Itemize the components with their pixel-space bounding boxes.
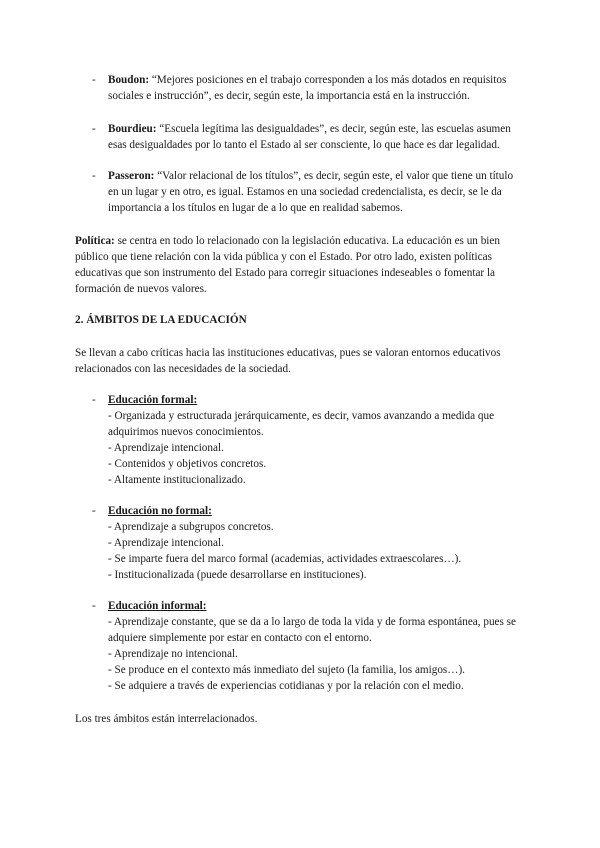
ambito-no-formal	[92, 503, 522, 583]
intro-paragraph: Se llevan a cabo críticas hacia las instituciones educativas, pues se valoran entornos educativos relacionados con las necesidades de la sociedad.	[75, 347, 501, 375]
list-item-bourdieu	[92, 121, 522, 153]
list-dash: -	[92, 74, 96, 86]
ambito-formal	[92, 392, 522, 488]
author-name: Boudon:	[108, 74, 150, 86]
author-description: “Escuela legítima las desigualdades”, es decir, según este, las escuelas asumen esas desigualdades por lo tanto el Estado al ser consciente, lo que hace es dar legalidad.	[108, 123, 511, 151]
ambito-item: - Se produce en el contexto más inmediato del sujeto (la familia, los amigos…).	[108, 664, 465, 676]
ambito-item: - Institucionalizada (puede desarrollarse en instituciones).	[108, 569, 367, 581]
section-heading: 2. ÁMBITOS DE LA EDUCACIÓN	[75, 314, 247, 326]
list-item-passeron	[92, 168, 522, 216]
list-dash: -	[92, 394, 96, 406]
author-description: “Valor relacional de los títulos”, es decir, según este, el valor que tiene un título en un lugar y en otro, es igual. Estamos en una sociedad credencialista, es decir, se le da importancia a los títulos en lugar de a lo que en realidad sabemos.	[108, 170, 514, 214]
ambito-item: - Se imparte fuera del marco formal (academias, actividades extraescolares…).	[108, 553, 462, 565]
closing-paragraph: Los tres ámbitos están interrelacionados.	[75, 713, 258, 725]
list-dash: -	[92, 505, 96, 517]
ambito-item: - Se adquiere a través de experiencias cotidianas y por la relación con el medio.	[108, 680, 464, 692]
ambito-title: Educación no formal:	[108, 505, 212, 517]
list-dash: -	[92, 170, 96, 182]
politica-label: Política:	[75, 235, 115, 247]
ambito-item: - Aprendizaje a subgrupos concretos.	[108, 521, 274, 533]
ambito-item: - Aprendizaje no intencional.	[108, 648, 238, 660]
ambito-item: - Aprendizaje intencional.	[108, 537, 224, 549]
author-name: Bourdieu:	[108, 123, 157, 135]
ambito-item: - Organizada y estructurada jerárquicamente, es decir, vamos avanzando a medida que adquirimos nuevos conocimientos.	[108, 410, 495, 438]
politica-text: se centra en todo lo relacionado con la legislación educativa. La educación es un bien público que tiene relación con la vida pública y con el Estado. Por otro lado, existen políticas educativas que son instrumento del Estado para corregir situaciones indeseables o fomentar la formación de nuevos valores.	[75, 235, 500, 295]
ambito-item: - Contenidos y objetivos concretos.	[108, 458, 267, 470]
ambito-item: - Aprendizaje constante, que se da a lo largo de toda la vida y de forma espontánea, pues se adquiere simplemente por estar en contacto con el entorno.	[108, 616, 516, 644]
ambito-informal	[92, 598, 522, 694]
list-dash: -	[92, 600, 96, 612]
ambito-title: Educación informal:	[108, 600, 207, 612]
ambito-item: - Aprendizaje intencional.	[108, 442, 224, 454]
author-name: Passeron:	[108, 170, 155, 182]
politica-paragraph	[75, 233, 525, 297]
ambito-title: Educación formal:	[108, 394, 198, 406]
author-description: “Mejores posiciones en el trabajo corresponden a los más dotados en requisitos sociales e instrucción”, es decir, según este, la importancia está en la instrucción.	[108, 74, 507, 102]
ambito-item: - Altamente institucionalizado.	[108, 474, 246, 486]
list-dash: -	[92, 123, 96, 135]
list-item-boudon	[92, 72, 522, 104]
